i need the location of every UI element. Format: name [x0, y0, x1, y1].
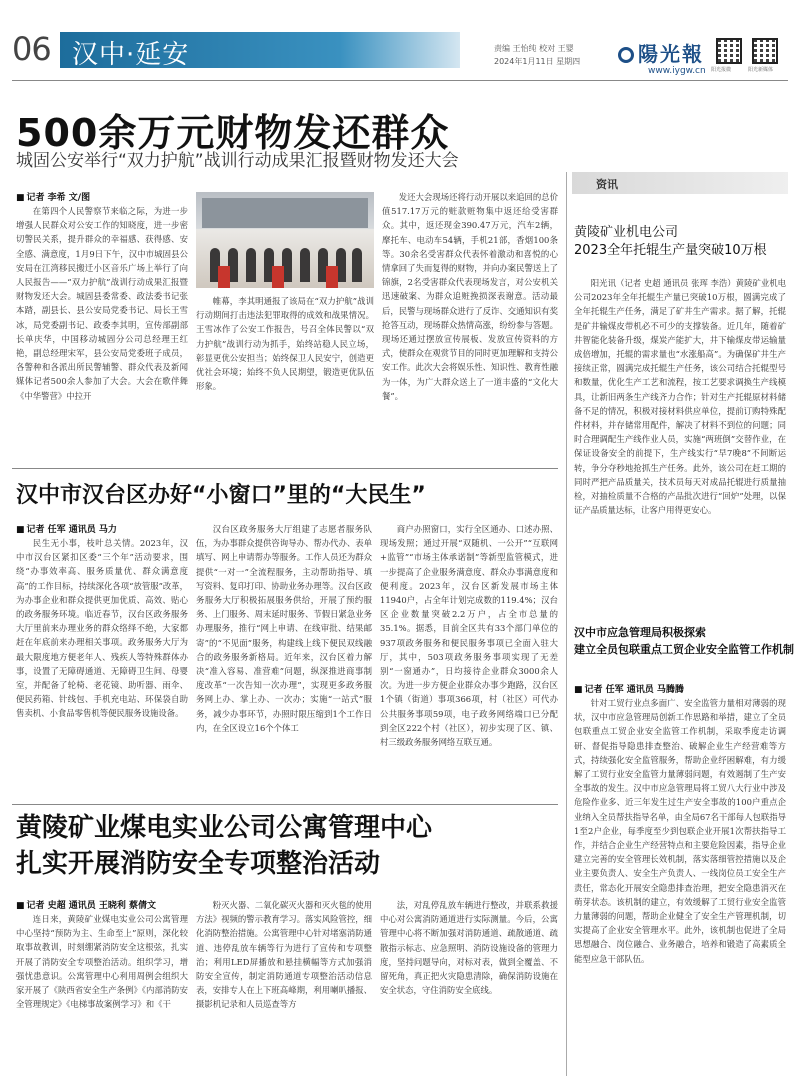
masthead: [0, 0, 800, 80]
qr-code-icon: [716, 38, 742, 64]
article1-text: 在第四个人民警察节来临之际，为进一步增强人民群众对公安工作的知晓度，进一步密切警民关系，提升群众的幸福感、获得感、安全感、满意度，1月9日下午，汉中市城固县公安局在江湾移民搬迁小区音乐广场上举行了向人民报告——“双力护航”战训行动成果汇报暨财物发还大会。城固县委常委、政法委书记张本踏，副县长、县公安局党委书记、局长王雪冰，局党委副书记、政委李其明，宣传部副部长单庆华，中国移动城固分公司总经理王红艳，副总经理宋军，县公安局党委班子成员，各警种和各派出所民警辅警、群众代表及新闻媒体记者500余人参加了大会。大会在歌伴舞《中华警营》中拉开: [16, 206, 188, 401]
news-tag-label: 资讯: [596, 178, 618, 191]
date-line: 2024年1月11日 星期四: [494, 57, 581, 66]
article2-text: 汉台区政务服务大厅组建了志愿者服务队伍，为办事群众提供咨询导办、帮办代办、表单填写、网上申请帮办等服务。工作人员还为群众提供“一对一”全流程服务，主动帮助指导、填写资料、复印打印、协助业务办理等。汉台区政务服务大厅积极拓展服务供给，开展了预约服务、上门服务、周末延时服务、节假日紧急业务办理服务，推行“网上申请、在线审批、结果邮寄”的“不见面”服务，构建线上线下便民双线融合的政务服务新格局。近年来，汉台区着力解决“准入容易、准营难”问题，纵深推进商事制度改革“一次告知一次办理”，实现更多政务服务网上办、掌上办、一次办；实施“一站式”服务，减少办事环节，办照时限压缩到1个工作日内，在全区设立16个个体工: [196, 524, 372, 733]
article1-photo: [196, 192, 374, 288]
article3-byline: ■ 记者 史超 通讯员 王晓利 蔡倩文: [16, 898, 156, 911]
sidebar-article2-headline: [574, 624, 794, 658]
article3-column: [196, 898, 372, 1080]
article1-subheadline: 城固公安举行“双力护航”战训行动成果汇报暨财物发还大会: [16, 151, 459, 171]
article2-column: [196, 522, 372, 798]
website-url[interactable]: www.iygw.cn: [648, 66, 706, 76]
article3-text: 粉灭火器、二氧化碳灭火器和灭火毯的使用方法》视频的警示教育学习。落实风险管控，细化消防整治措施。公寓管理中心针对堵塞消防通道、违停乱放车辆等行为进行了宣传和专项整治；利用LED屏播放和悬挂横幅等方式加强消防安全宣传，制定消防通道专项整治活动信息表，安排专人在上下班高峰期，利用喇叭播报、摄影机记录和人员巡查等方: [196, 900, 372, 1010]
qr-caption: 阳光新媒体: [748, 67, 774, 73]
sidebar-article1-body: [574, 276, 786, 616]
article1-column: [16, 204, 188, 456]
qr-caption: 阳光报微: [711, 67, 732, 73]
article3-text: 法，对乱停乱放车辆进行整改，并联系救援中心对公寓消防通道进行实际测量。今后，公寓管理中心将不断加强对消防通道、疏散通道、疏散指示标志、应急照明、消防设施设备的管理力度，坚持问题导向，对标对表，做到全覆盖、不留死角，真正把火灾隐患清除，确保消防设施在安全状态，守住消防安全底线。: [380, 900, 558, 996]
article2-text: 商户办照窗口，实行全区通办、口述办照、现场发照；通过开展“双随机、一公开”“互联网+监管”“市场主体承诺制”等新型监管模式，进一步提高了企业服务满意度、群众办事满意度和便利度。2023年，汉台区新发展市场主体11940户，占全年计划完成数的119.4%；汉台区企业数量突破2.2万户，占全市总量的35.1%。据悉，目前全区共有33个部门单位的937项政务服务和便民服务事项已全面入驻大厅，其中，503项政务服务事项实现了无差别“一窗通办”，日均接待企业群众3000余人次。为进一步方便企业群众办事少跑路，汉台区1个镇（街道）事项366项，村（社区）可代办公共服务事项59项，电子政务网络端口已分配到全区222个村（社区），初步实现了区、镇、村三级政务服务网络互联互通。: [380, 524, 558, 748]
sidebar-headline-line: 建立全员包联重点工贸企业安全监管工作机制: [574, 643, 794, 656]
article3-text: 连日来，黄陵矿业煤电实业公司公寓管理中心坚持“预防为主、生命至上”原则，深化较取事故教训，时刻绷紧消防安全这根弦，扎实开展了消防安全专项整治活动。组织学习，增强忧患意识。公寓管理中心利用周例会组织大家开展了《陕西省安全生产条例》《内部消防安全管理规定》《电梯事故案例学习》和《干: [16, 914, 188, 1010]
article1-byline: ■ 记者 李希 文/图: [16, 190, 90, 203]
qr-code-icon: [752, 38, 778, 64]
section-divider: [12, 804, 558, 805]
news-tag: [572, 172, 788, 194]
article1-text: 发还大会现场还将行动开展以来追回的总价值517.17万元的赃款赃物集中返还给受害群众。其中，返还现金390.47万元，汽车2辆，摩托车、电动车54辆，手机21部，香烟100条等。30余名受害群众代表怀着激动和喜悦的心情拿回了失而复得的财物，并向办案民警送上了锦旗，2名受害群众代表现场发言，对公安机关迅速破案、为群众追赃挽损深表谢意。活动最后，民警与现场群众进行了反诈、交通知识有奖抢答互动，现场群众热情高涨，纷纷参与答题。现场还通过摆放宣传展板、发放宣传资料的方式，使群众在观赏节目的同时更加理解和支持公安工作。此次大会将娱乐性、知识性、教育性融为一体，为广大群众送上了一道丰盛的“文化大餐”。: [382, 192, 558, 401]
sidebar-article2-byline: ■ 记者 任军 通讯员 马腾腾: [574, 682, 684, 695]
sun-logo-icon: [618, 47, 634, 63]
article3-column: [16, 912, 188, 1080]
sidebar-headline-line: 2023全年托辊生产量突破10万根: [574, 243, 767, 258]
sidebar-article2-text: 针对工贸行业点多面广、安全监管力量相对薄弱的现状，汉中市应急管理局创新工作思路和举措，建立了全员包联重点工贸企业安全监管工作机制，采取季度走访调研、督促指导隐患排查整治、破解企业生产经营难等方式，持续强化安全监管服务，帮助企业纾困解难，有力缓解了工贸行业安全监管力量薄弱问题，有效遏制了生产安全事故的发生。汉中市应急管理局将工贸八大行业中涉及危险作业多、近三年发生过生产安全事故的100户重点企业纳入全员帮扶指导名单，由全局67名干部每人包联指导1至2户企业，每季度至少到包联企业开展1次帮扶指导工作，并结合企业生产经营特点和主要危险因素，指导企业建立完善的安全管理长效机制，落实落细管控措施以及企业主要负责人、安全生产负责人、一线岗位员工安全生产责任，常态化开展安全隐患排查治理，把安全隐患消灭在萌芽状态。该机制的建立，有效缓解了工贸行业安全监管力量薄弱的问题，帮助企业健全了安全生产管理机制，切实提高了企业安全管理水平。此外，该机制也促进了全局思想融合、岗位融合、业务融合，培养和锻造了高素质全能型应急干部队伍。: [574, 698, 786, 964]
page-number: 06: [12, 30, 51, 68]
sidebar-article1-text: 阳光讯（记者 史超 通讯员 张珲 李浩）黄陵矿业机电公司2023年全年托辊生产量已突破10万根，圆满完成了全年托辊生产任务，满足了矿井生产需求。据了解，托辊是矿井输煤皮带机必不可少的支撑装备。近几年，随着矿井智能化装备升级，煤炭产能扩大，井下输煤皮带运输量成倍增加，托辊的需求量也“水涨船高”。为确保矿井生产接续正常，圆满完成托辊生产任务，该公司结合托辊型号和数量，优化生产工艺和流程，按工艺要求调换生产线模具，让新旧两条生产线齐力合作；针对生产托辊原材料储备不足的情况，积极对接材料供应单位，提前订购特殊配件材料，并存储常用配件，解决了材料不到位的问题；同时合理调配生产线作业人员，实施“两班倒”交替作业，在保证设备安全的前提下，生产线实行“早7晚8”不间断运转，争分夺秒地抢抓生产任务。此外，该公司在赶工期的同时严把产品质量关，技术员每天对成品托辊进行质量抽检，对抽检质量不合格的产品批次进行“回炉”处理，以保证产品质量达标，让客户用得更安心。: [574, 278, 786, 516]
editor-info: [494, 42, 580, 68]
article2-headline: 汉中市汉台区办好“小窗口”里的“大民生”: [16, 483, 426, 508]
article1-column: [382, 190, 558, 456]
article1-text: 帷幕，李其明通报了该局在“双力护航”战训行动期间打击违法犯罪取得的成效和战果情况。王雪冰作了公安工作报告，号召全体民警以“双力护航”战训行动为抓手，始终站稳人民立场，彰显更优公安担当；始终保卫人民安宁，创造更优社会环境；始终不负人民期望，锻造更优队伍形象。: [196, 296, 374, 392]
article1-column: [196, 294, 374, 456]
article3-headline: [16, 810, 432, 882]
sidebar-headline-line: 黄陵矿业机电公司: [574, 225, 679, 240]
article2-column: [380, 522, 558, 798]
article3-column: [380, 898, 558, 1080]
section-divider: [12, 468, 558, 469]
article3-headline-line: 扎实开展消防安全专项整治活动: [16, 849, 381, 879]
sidebar-divider: [566, 172, 567, 1076]
logo-text: 陽光報: [638, 42, 704, 66]
sidebar-article1-headline: [574, 224, 767, 260]
article2-text: 民生无小事，枝叶总关情。2023年，汉中市汉台区紧扣区委“三个年”活动要求，围绕“办事效率高、服务质量优、群众满意度高”的工作目标，持续深化各项“放管服”改革，为办事企业和群众提供更加优质、高效、贴心的政务服务环境。临近春节，汉台区政务服务大厅里前来办理业务的群众络绎不绝，大家都赶在年底前来办理相关事项。政务服务大厅为最大限度地方便老年人、残疾人等特殊群体办事，设置了无障碍通道、无障碍卫生间、母婴室，并配备了轮椅、老花镜、助听器、雨伞、便民药箱、针线包、手机充电站、环保袋自助售卖机、小食品零售机等便民服务设施设备。: [16, 538, 188, 719]
article2-byline: ■ 记者 任军 通讯员 马力: [16, 522, 117, 535]
stage-backdrop: [202, 198, 368, 228]
header-divider: [12, 80, 788, 81]
article3-headline-line: 黄陵矿业煤电实业公司公寓管理中心: [16, 813, 433, 843]
sidebar-headline-line: 汉中市应急管理局积极探索: [574, 626, 706, 639]
editor-line: 责编 王怡纯 校对 王婴: [494, 44, 574, 53]
section-title: 汉中·延安: [72, 40, 190, 70]
article1-headline: 500余万元财物发还群众: [16, 111, 450, 155]
article2-column: [16, 536, 188, 798]
sidebar-article2-body: [574, 696, 786, 1080]
newspaper-logo: [618, 38, 704, 67]
